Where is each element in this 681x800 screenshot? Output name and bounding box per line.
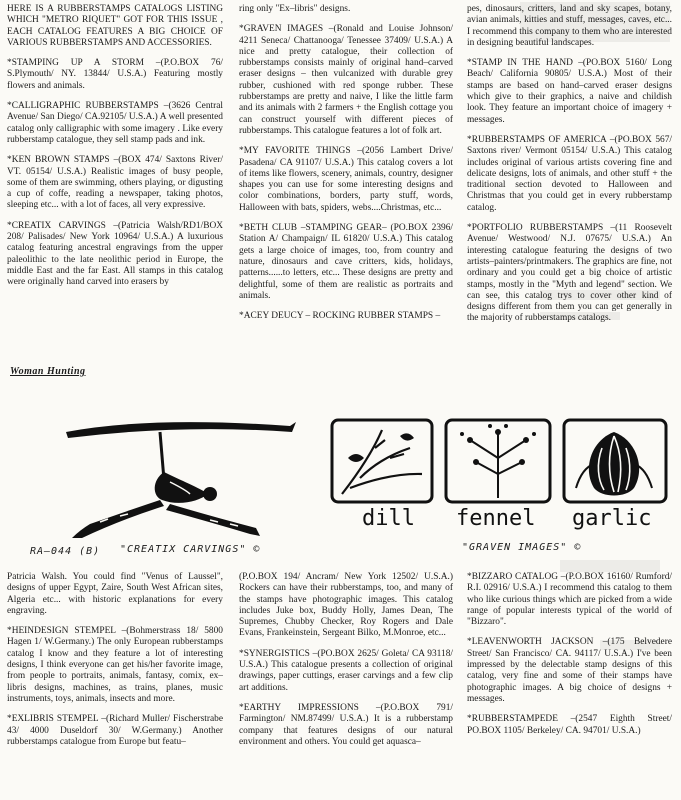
entry-stamp-in-the-hand: *STAMP IN THE HAND –(PO.BOX 5160/ Long Beach/ California 90805/ U.S.A.) Most of their stamps are based on hand–carved eraser designs which give to their graphics, a naive and childish look. They feature an important choice of imagery + messages. [467,58,672,125]
entry-leavenworth-jackson: *LEAVENWORTH JACKSON –(175 Belvedere Street/ San Francisco/ CA. 94117/ U.S.A.) I've been impressed by the delectable stamp designs of this catalog, very fine and some of their stamps have photographic images. A big choice of designs + messages. [467,637,672,704]
bottom-column-1 [7,572,223,800]
creatix-credit: "CREATIX CARVINGS" © [120,544,261,555]
stamp-code: RA–044 (B) [30,546,101,557]
entry-rubberstamps-of-america: *RUBBERSTAMPS OF AMERICA –(PO.BOX 567/ Saxtons river/ Vermont 05154/ U.S.A.) This catalog includes original of various artists covering fine and delicate designs, lots of animals, and other stuff + the traditional section devoted to Halloween and Christmas that you could get in every rubberstamp catalog. [467,134,672,213]
top-column-2 [239,4,453,356]
continued-acey-deucy: (P.O.BOX 194/ Ancram/ New York 12502/ U.S.A.) Rockers can have their rubberstamps, too, and many of the stamps have photographic images. This catalog includes Juke box, Buddy Holly, James Dean, The Supremes, Chubby Checker, Roy Rogers and Dale Evans, Frankeinstein, Sergeant Bilko, M.Monroe, etc... [239,572,453,639]
entry-creatix-carvings: *CREATIX CARVINGS –(Patricia Walsh/RD1/BOX 208/ Palisades/ New York 10964/ U.S.A.) A luxurious catalog featuring ancestral engravings from the upper paleolithic to the late neolithic period in Europe, the middle East and the far East. All stamps in this catalog were originally hand carved into erasers by [7,220,223,288]
top-column-1 [7,4,223,356]
entry-calligraphic-rubberstamps: *CALLIGRAPHIC RUBBERSTAMPS –(3626 Central Avenue/ San Diego/ CA.92105/ U.S.A.) A well presented catalog only calligraphic with some imagery . Like every rubberstamp catalogue, they sell stamp pads and ink. [7,101,223,145]
dill-label: dill [362,506,415,531]
entry-rubberstampede: *RUBBERSTAMPEDE –(2547 Eighth Street/ PO.BOX 1105/ Berkeley/ CA. 94701/ U.S.A.) [467,714,672,736]
entry-my-favorite-things: *MY FAVORITE THINGS –(2056 Lambert Drive/ Pasadena/ CA 91107/ U.S.A.) This catalog covers a lot of items like flowers, scenery, animals, country, designer shapes you can use for some interesting designs and color combinations, borders, party stuff, words, Halloween with bats, spiders, webs....Christmas, etc... [239,146,453,213]
herb-stamps-image [330,418,670,504]
fennel-stamp-icon [446,420,550,502]
entry-synergistics: *SYNERGISTICS –(PO.BOX 2625/ Goleta/ CA 93118/ U.S.A.) This catalogue presents a collection of original drawings, paper cuttings, eraser carvings and a few clip art additions. [239,648,453,693]
bottom-column-3 [467,572,672,800]
entry-earthy-impressions: *EARTHY IMPRESSIONS –(P.O.BOX 791/ Farmington/ NM.87499/ U.S.A.) It is a rubberstamp company that features designs of our natural environment and others. You could get aquasca– [239,702,453,747]
graven-images-credit: "GRAVEN IMAGES" © [462,542,582,553]
bottom-column-2 [239,572,453,800]
woman-hunting-stamp-image [60,410,310,540]
illustration-title: Woman Hunting [10,366,86,377]
entry-ken-brown-stamps: *KEN BROWN STAMPS –(BOX 474/ Saxtons River/ VT. 05154/ U.S.A.) Realistic images of busy people, some of them are swimming, others playing, or digusting a cup of coffe, reading a newspaper, taking photos, sleeping etc... with a lot of faces, all very expressive. [7,155,223,211]
entry-exlibris-stempel: *EXLIBRIS STEMPEL –(Richard Muller/ Fischerstrabe 43/ 4000 Duseldorf 30/ W.Germany.) Another rubberstamps catalogue from Europe but featu– [7,714,223,747]
fennel-label: fennel [456,506,536,531]
continued-earthy-impressions: pes, dinosaurs, critters, land and sky scapes, botany, avian animals, kitties and stuff, messages, caves, etc... I recommend this company to them who are interested in designing beautiful landscapes. [467,4,672,48]
entry-acey-deucy: *ACEY DEUCY – ROCKING RUBBER STAMPS – [239,311,441,322]
entry-bizzaro-catalog: *BIZZARO CATALOG –(P.O.BOX 16160/ Rumford/ R.I. 02916/ U.S.A.) I recommend this catalog to them who like curious things which are picked from a wide range of popular interests typical of the world of "Bizzaro". [467,572,672,628]
intro-paragraph: HERE IS A RUBBERSTAMPS CATALOGS LISTING WHICH "METRO RIQUET" GOT FOR THIS ISSUE , EACH CATALOG FEATURES A BIG CHOICE OF VARIOUS RUBBERSTAMPS AND ACCESSORIES. [7,4,223,48]
top-column-3 [467,4,672,356]
garlic-stamp-icon [564,420,666,502]
entry-portfolio-rubberstamps: *PORTFOLIO RUBBERSTAMPS –(11 Roosevelt Avenue/ Westwood/ N.J. 07675/ U.S.A.) An interesting catalogue featuring the designs of two artists–painters/printmakers. The graphics are fine, not ordinary and you could get a big choice of artistic stamps, mostly in the "Myth and legend" section. We can see, this catalog trys to cover other kind of designs different from them you can get generally in the majority of rubberstamps catalogs. [467,223,672,324]
entry-stamping-up-a-storm: *STAMPING UP A STORM –(P.O.BOX 76/ S.Plymouth/ NY. 13844/ U.S.A.) Featuring mostly flowers and animals. [7,58,223,91]
entry-heindesign-stempel: *HEINDESIGN STEMPEL –(Bohmerstrass 18/ 5800 Hagen 1/ W.Germany.) The only European rubberstamps catalog I know and they feature a lot of interesting designs, I think everyone can get his/her favorite image, from people to portraits, animals, fantasy, comix, ex–libris designs, machines, as trains, planes, music instruments, toys, animals, insects and more. [7,626,223,704]
garlic-label: garlic [572,506,652,531]
continued-creatix-carvings: Patricia Walsh. You could find "Venus of Laussel", designs of upper Egypt, Zaire, South West African sites, Algeria etc... with historic explanations for every engraving. [7,572,223,616]
dill-stamp-icon [332,420,432,502]
entry-beth-club: *BETH CLUB –STAMPING GEAR– (PO.BOX 2396/ Station A/ Champaign/ IL 61820/ U.S.A.) This catalog gets a large choice of images, too, from country and nature, dinosaurs and cave critters, kids, holidays, patterns......to letters, etc... These designs are pretty and delightful, some of them are realistic as portraits and animals. [239,223,453,301]
entry-graven-images: *GRAVEN IMAGES –(Ronald and Louise Johnson/ 4211 Seneca/ Chattanooga/ Tenessee 37409/ U.S.A.) A nice and pretty catalogue, their collection of rubberstamps consists mainly of original hand–carved eraser designs – then vulcanized with durable grey rubber, cushioned with red sponge rubber. These rubberstamps are pretty and naive, I like the little farm and its animals with 2 farmers + the English cottage you can construct yourself with different pieces of rubberstamps. This catalogue features a lot of folk art. [239,24,453,136]
continued-exlibris: ring only "Ex–libris" designs. [239,4,351,14]
